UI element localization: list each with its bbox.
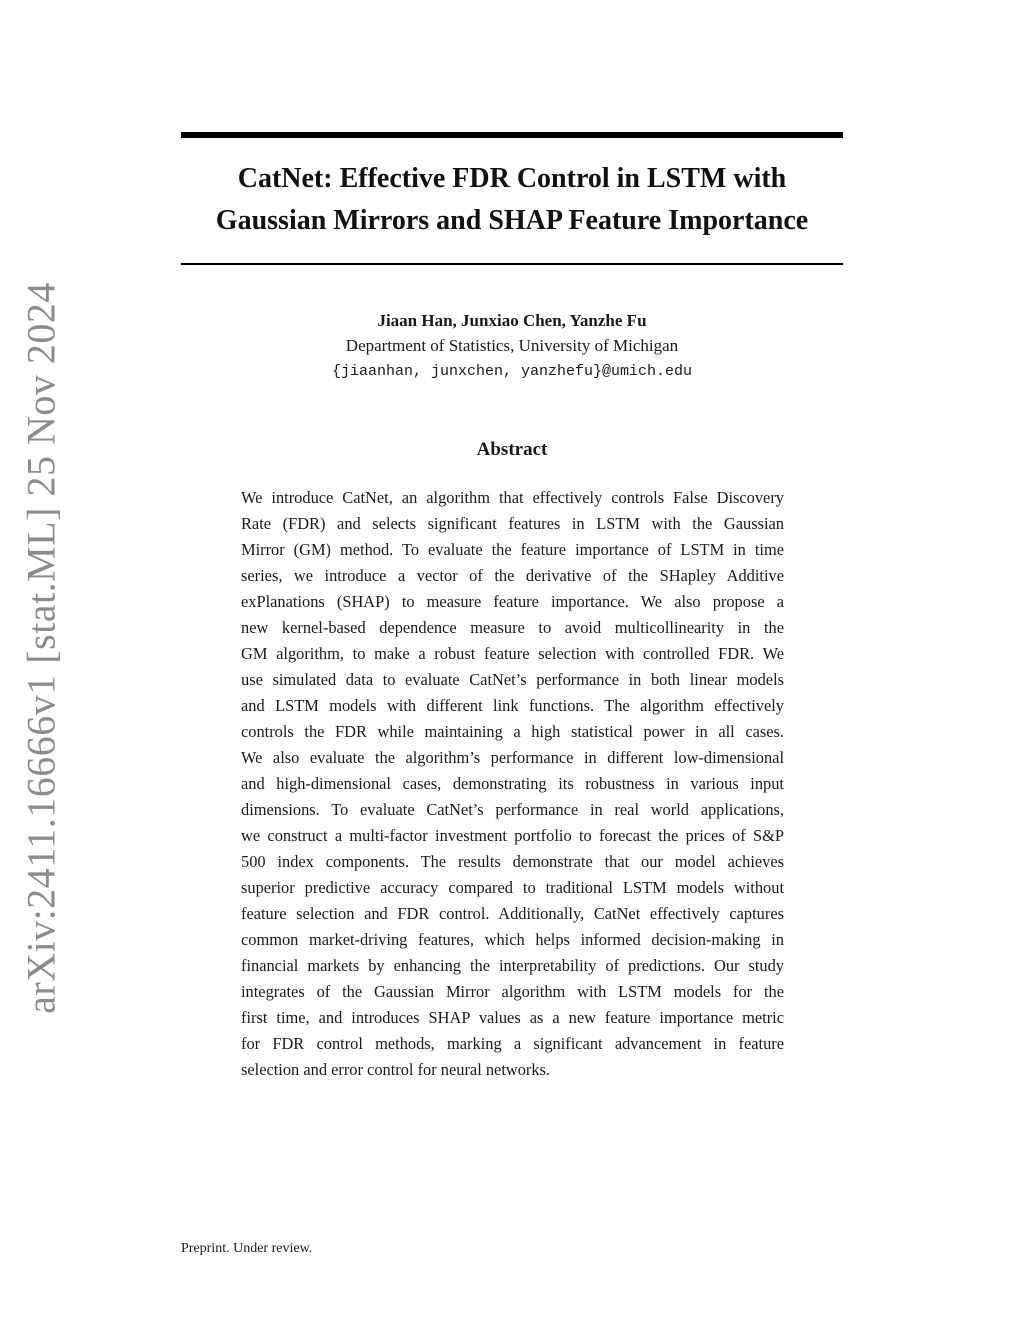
abstract-line: we construct a multi-factor investment portfolio to forecast the prices of S&P bbox=[241, 826, 784, 845]
abstract-line: exPlanations (SHAP) to measure feature importance. We also propose a bbox=[241, 592, 784, 611]
abstract-line: selection and error control for neural networks. bbox=[241, 1060, 551, 1079]
title-line: CatNet: Effective FDR Control in LSTM with bbox=[237, 163, 787, 194]
abstract-line: and high-dimensional cases, demonstrating its robustness in various input bbox=[241, 774, 784, 793]
abstract-line: series, we introduce a vector of the derivative of the SHapley Additive bbox=[241, 566, 784, 585]
abstract-line: common market-driving features, which helps informed decision-making in bbox=[241, 930, 784, 949]
abstract-heading: Abstract bbox=[476, 439, 548, 460]
abstract-line: new kernel-based dependence measure to avoid multicollinearity in the bbox=[241, 618, 784, 637]
author-affiliation: Department of Statistics, University of Michigan bbox=[345, 336, 679, 355]
abstract-line: 500 index components. The results demonstrate that our model achieves bbox=[241, 852, 784, 871]
title-line: Gaussian Mirrors and SHAP Feature Importance bbox=[215, 205, 809, 236]
abstract-line: and LSTM models with different link functions. The algorithm effectively bbox=[241, 696, 784, 715]
author-list: Jiaan Han, Junxiao Chen, Yanzhe Fu bbox=[377, 311, 647, 330]
abstract-line: We introduce CatNet, an algorithm that effectively controls False Discovery bbox=[241, 488, 784, 507]
abstract-line: We also evaluate the algorithm’s performance in different low-dimensional bbox=[241, 748, 784, 767]
abstract-line: integrates of the Gaussian Mirror algorithm with LSTM models for the bbox=[241, 982, 784, 1001]
abstract-line: for FDR control methods, marking a significant advancement in feature bbox=[241, 1034, 784, 1053]
abstract-line: dimensions. To evaluate CatNet’s performance in real world applications, bbox=[241, 800, 784, 819]
title-bottom-rule bbox=[181, 263, 843, 265]
abstract-line: Mirror (GM) method. To evaluate the feature importance of LSTM in time bbox=[241, 540, 784, 559]
abstract-line: use simulated data to evaluate CatNet’s performance in both linear models bbox=[241, 670, 784, 689]
abstract-line: controls the FDR while maintaining a high statistical power in all cases. bbox=[241, 722, 784, 741]
abstract-line: feature selection and FDR control. Additionally, CatNet effectively captures bbox=[241, 904, 784, 923]
abstract-line: financial markets by enhancing the interpretability of predictions. Our study bbox=[241, 956, 784, 975]
abstract-line: Rate (FDR) and selects significant features in LSTM with the Gaussian bbox=[241, 514, 784, 533]
footer-note: Preprint. Under review. bbox=[181, 1241, 313, 1256]
abstract-body bbox=[241, 485, 784, 1083]
abstract-line: first time, and introduces SHAP values as a new feature importance metric bbox=[241, 1008, 784, 1027]
abstract-line: superior predictive accuracy compared to traditional LSTM models without bbox=[241, 878, 784, 897]
abstract-line: GM algorithm, to make a robust feature selection with controlled FDR. We bbox=[241, 644, 784, 663]
paper-title bbox=[181, 158, 843, 242]
author-emails[interactable]: {jiaanhan, junxchen, yanzhefu}@umich.edu bbox=[331, 363, 693, 380]
arxiv-identifier[interactable]: arXiv:2411.16666v1 [stat.ML] 25 Nov 2024 bbox=[18, 282, 64, 1014]
title-top-rule bbox=[181, 132, 843, 138]
